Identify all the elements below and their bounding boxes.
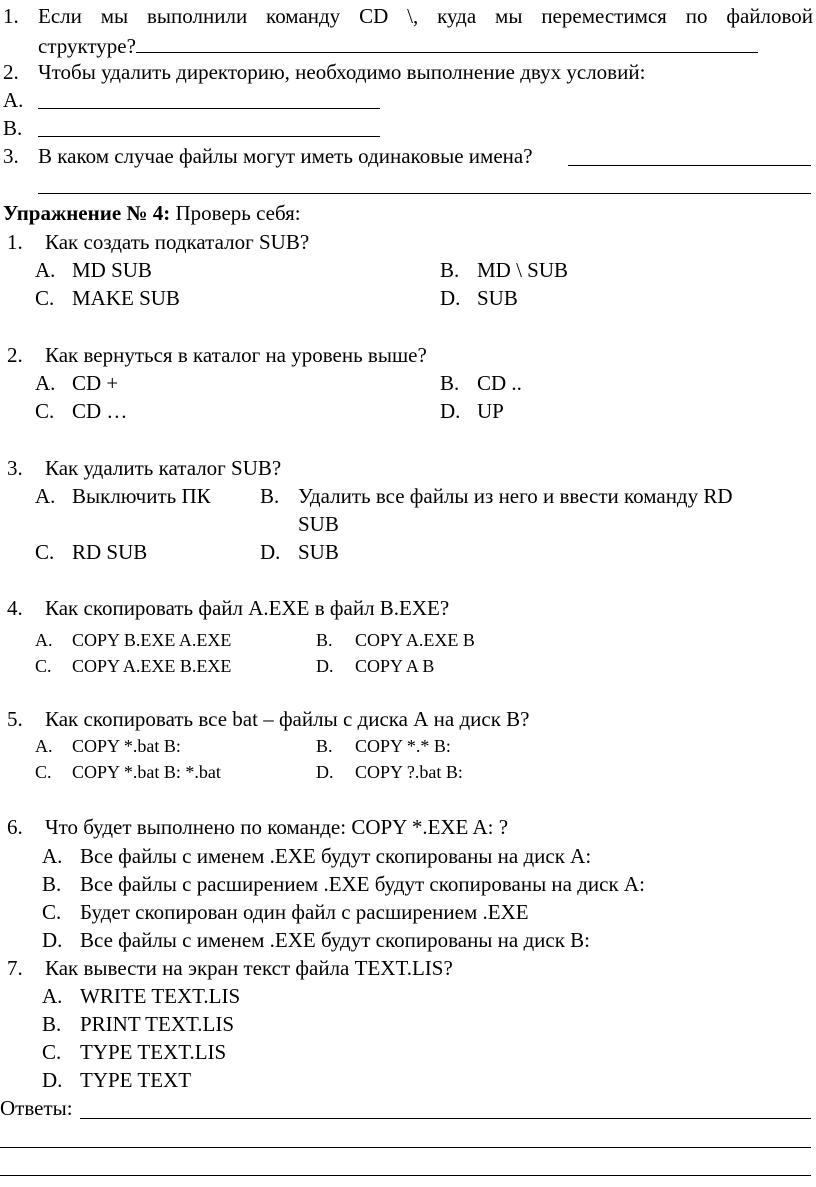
option-text[interactable]: CD + xyxy=(72,371,119,395)
option-label: D. xyxy=(42,928,63,952)
option-text[interactable]: RD SUB xyxy=(72,540,148,564)
option-text-continuation[interactable]: SUB xyxy=(298,512,339,536)
answers-blank-line-2[interactable] xyxy=(0,1147,811,1148)
option-text[interactable]: COPY ?.bat B: xyxy=(355,762,463,782)
option-label: C. xyxy=(35,762,52,782)
option-text[interactable]: SUB xyxy=(298,540,339,564)
question-2-number: 2. xyxy=(7,343,23,367)
option-label: D. xyxy=(316,656,334,676)
question-6-number: 6. xyxy=(7,815,23,839)
intro-q1-text: Если мы выполнили команду CD \, куда мы переместимся по файловой xyxy=(38,4,813,28)
question-1-number: 1. xyxy=(7,230,23,254)
option-label: D. xyxy=(440,286,461,310)
option-label: D. xyxy=(440,399,461,423)
answer-blank[interactable] xyxy=(136,34,758,53)
question-7-text: Как вывести на экран текст файла TEXT.LIS? xyxy=(45,956,453,980)
option-text[interactable]: COPY *.* B: xyxy=(355,736,451,756)
option-text[interactable]: PRINT TEXT.LIS xyxy=(80,1012,235,1036)
intro-q3-text: В каком случае файлы могут иметь одинаковые имена? xyxy=(38,144,533,168)
option-label: A. xyxy=(35,630,53,650)
intro-q2-number: 2. xyxy=(3,60,19,84)
option-text[interactable]: COPY A.EXE B.EXE xyxy=(72,656,232,676)
answers-label: Ответы: xyxy=(0,1096,73,1120)
option-label: A. xyxy=(35,484,56,508)
option-text[interactable]: WRITE TEXT.LIS xyxy=(80,984,241,1008)
answer-blank-a[interactable] xyxy=(38,108,380,109)
option-text[interactable]: UP xyxy=(477,399,504,423)
option-text[interactable]: MD \ SUB xyxy=(477,258,569,282)
option-text[interactable]: TYPE TEXT.LIS xyxy=(80,1040,227,1064)
intro-q2-text: Чтобы удалить директорию, необходимо выполнение двух условий: xyxy=(38,60,646,84)
intro-q3-number: 3. xyxy=(3,144,19,168)
option-label: A. xyxy=(35,736,53,756)
intro-a-label: А. xyxy=(3,88,24,112)
option-label: B. xyxy=(440,258,460,282)
option-text[interactable]: Все файлы с расширением .EXE будут скопированы на диск А: xyxy=(80,872,645,896)
answer-blank-b[interactable] xyxy=(38,136,380,137)
option-text[interactable]: COPY *.bat B: xyxy=(72,736,181,756)
intro-b-label: В. xyxy=(3,116,23,140)
option-text[interactable]: CD .. xyxy=(477,371,522,395)
answer-blank-q3[interactable] xyxy=(568,165,811,166)
answer-blank-q3-line2[interactable] xyxy=(38,193,811,194)
exercise-title: Упражнение № 4: Проверь себя: xyxy=(3,201,301,225)
question-5-text: Как скопировать все bat – файлы с диска А на диск В? xyxy=(45,707,530,731)
option-text[interactable]: TYPE TEXT xyxy=(80,1068,192,1092)
question-7-number: 7. xyxy=(7,956,23,980)
option-label: C. xyxy=(35,656,52,676)
intro-q1-number: 1. xyxy=(3,4,19,28)
option-text[interactable]: SUB xyxy=(477,286,518,310)
option-label: D. xyxy=(316,762,334,782)
option-label: A. xyxy=(42,844,63,868)
option-label: B. xyxy=(42,1012,62,1036)
question-4-text: Как скопировать файл А.EXE в файл B.EXE? xyxy=(45,596,450,620)
option-text[interactable]: CD … xyxy=(72,399,128,423)
intro-q1-continuation: структуре? xyxy=(38,34,758,57)
option-text[interactable]: COPY A.EXE B xyxy=(355,630,475,650)
option-label: A. xyxy=(35,258,56,282)
option-label: A. xyxy=(35,371,56,395)
option-text[interactable]: Все файлы с именем .EXE будут скопированы на диск А: xyxy=(80,844,592,868)
option-text[interactable]: Выключить ПК xyxy=(72,484,211,508)
option-text[interactable]: COPY A B xyxy=(355,656,435,676)
option-label: D. xyxy=(260,540,281,564)
option-text[interactable]: COPY B.EXE A.EXE xyxy=(72,630,232,650)
question-5-number: 5. xyxy=(7,707,23,731)
option-label: A. xyxy=(42,984,63,1008)
question-2-text: Как вернуться в каталог на уровень выше? xyxy=(45,343,427,367)
question-3-text: Как удалить каталог SUB? xyxy=(45,456,282,480)
option-label: B. xyxy=(316,736,333,756)
option-text[interactable]: MAKE SUB xyxy=(72,286,180,310)
option-label: C. xyxy=(42,1040,62,1064)
option-label: D. xyxy=(42,1068,63,1092)
question-1-text: Как создать подкаталог SUB? xyxy=(45,230,310,254)
question-4-number: 4. xyxy=(7,596,23,620)
option-text[interactable]: MD SUB xyxy=(72,258,152,282)
option-label: C. xyxy=(42,900,62,924)
option-text[interactable]: Будет скопирован один файл с расширением .EXE xyxy=(80,900,529,924)
option-text[interactable]: Все файлы с именем .EXE будут скопированы на диск В: xyxy=(80,928,591,952)
answers-blank-line-3[interactable] xyxy=(0,1175,811,1176)
option-text[interactable]: Удалить все файлы из него и ввести команду RD xyxy=(298,484,733,508)
option-label: C. xyxy=(35,540,55,564)
question-3-number: 3. xyxy=(7,456,23,480)
question-6-text: Что будет выполнено по команде: COPY *.EXE A: ? xyxy=(45,815,509,839)
option-label: B. xyxy=(42,872,62,896)
option-label: B. xyxy=(316,630,333,650)
option-text[interactable]: COPY *.bat B: *.bat xyxy=(72,762,221,782)
answers-blank-line-1[interactable] xyxy=(80,1118,811,1119)
option-label: C. xyxy=(35,399,55,423)
option-label: B. xyxy=(260,484,280,508)
option-label: C. xyxy=(35,286,55,310)
option-label: B. xyxy=(440,371,460,395)
